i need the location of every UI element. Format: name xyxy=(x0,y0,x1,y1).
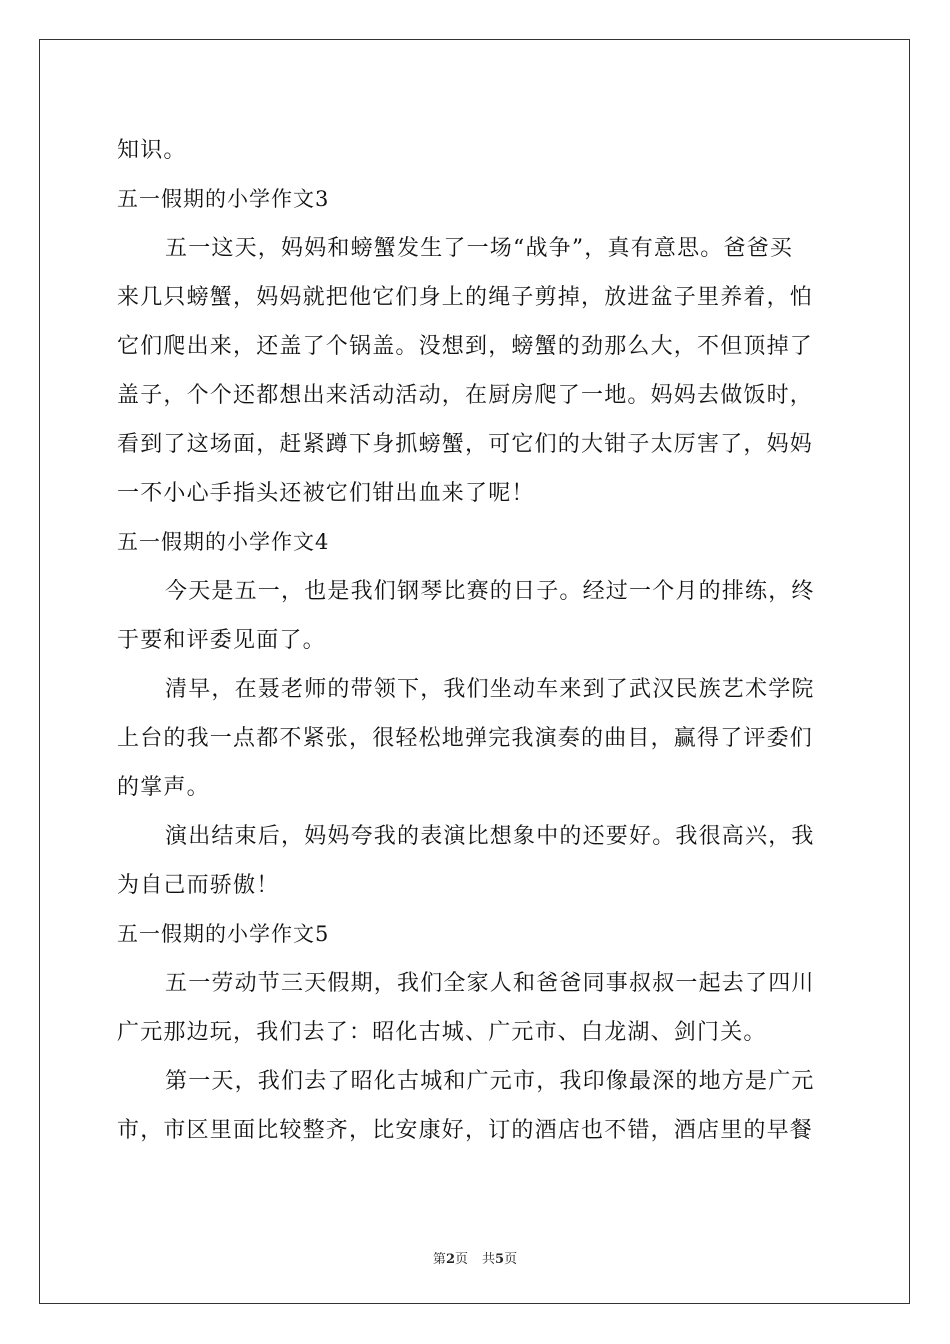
text-line: 盖子，个个还都想出来活动活动，在厨房爬了一地。妈妈去做饭时， xyxy=(117,383,814,408)
text-line: 市，市区里面比较整齐，比安康好，订的酒店也不错，酒店里的早餐 xyxy=(117,1118,814,1143)
paragraph-start-line: 五一这天，妈妈和螃蟹发生了一场“战争”，真有意思。爸爸买 xyxy=(165,236,794,261)
page-label-suffix: 页 xyxy=(454,1252,468,1267)
paragraph-start-line: 演出结束后，妈妈夸我的表演比想象中的还要好。我很高兴，我 xyxy=(165,824,815,849)
page-footer xyxy=(0,1248,950,1267)
text-line: 于要和评委见面了。 xyxy=(117,628,326,653)
text-line: 一不小心手指头还被它们钳出血来了呢！ xyxy=(117,481,535,506)
paragraph-start-line: 今天是五一，也是我们钢琴比赛的日子。经过一个月的排练，终 xyxy=(165,579,815,604)
total-pages-number: 5 xyxy=(495,1252,505,1267)
text-line: 它们爬出来，还盖了个锅盖。没想到，螃蟹的劲那么大，不但顶掉了 xyxy=(117,334,814,359)
total-label-prefix: 共 xyxy=(482,1252,496,1267)
text-line: 为自己而骄傲！ xyxy=(117,873,280,898)
paragraph-start-line: 清早，在聂老师的带领下，我们坐动车来到了武汉民族艺术学院 xyxy=(165,677,815,702)
text-line: 来几只螃蟹，妈妈就把他它们身上的绳子剪掉，放进盆子里养着，怕 xyxy=(117,285,814,310)
text-line: 上台的我一点都不紧张，很轻松地弹完我演奏的曲目，赢得了评委们 xyxy=(117,726,814,751)
paragraph-start-line: 五一劳动节三天假期，我们全家人和爸爸同事叔叔一起去了四川 xyxy=(165,971,815,996)
current-page-number: 2 xyxy=(445,1252,455,1267)
page-label-prefix: 第 xyxy=(432,1252,446,1267)
section-heading: 五一假期的小学作文4 xyxy=(117,530,330,554)
document-body xyxy=(117,126,833,1155)
section-heading: 五一假期的小学作文5 xyxy=(117,922,330,946)
total-label-suffix: 页 xyxy=(504,1252,518,1267)
text-line: 知识。 xyxy=(117,138,187,163)
section-heading: 五一假期的小学作文3 xyxy=(117,187,330,211)
text-line: 看到了这场面，赶紧蹲下身抓螃蟹，可它们的大钳子太厉害了，妈妈 xyxy=(117,432,814,457)
paragraph-start-line: 第一天，我们去了昭化古城和广元市，我印像最深的地方是广元 xyxy=(165,1069,815,1094)
text-line: 广元那边玩，我们去了：昭化古城、广元市、白龙湖、剑门关。 xyxy=(117,1020,767,1045)
text-line: 的掌声。 xyxy=(117,775,210,800)
